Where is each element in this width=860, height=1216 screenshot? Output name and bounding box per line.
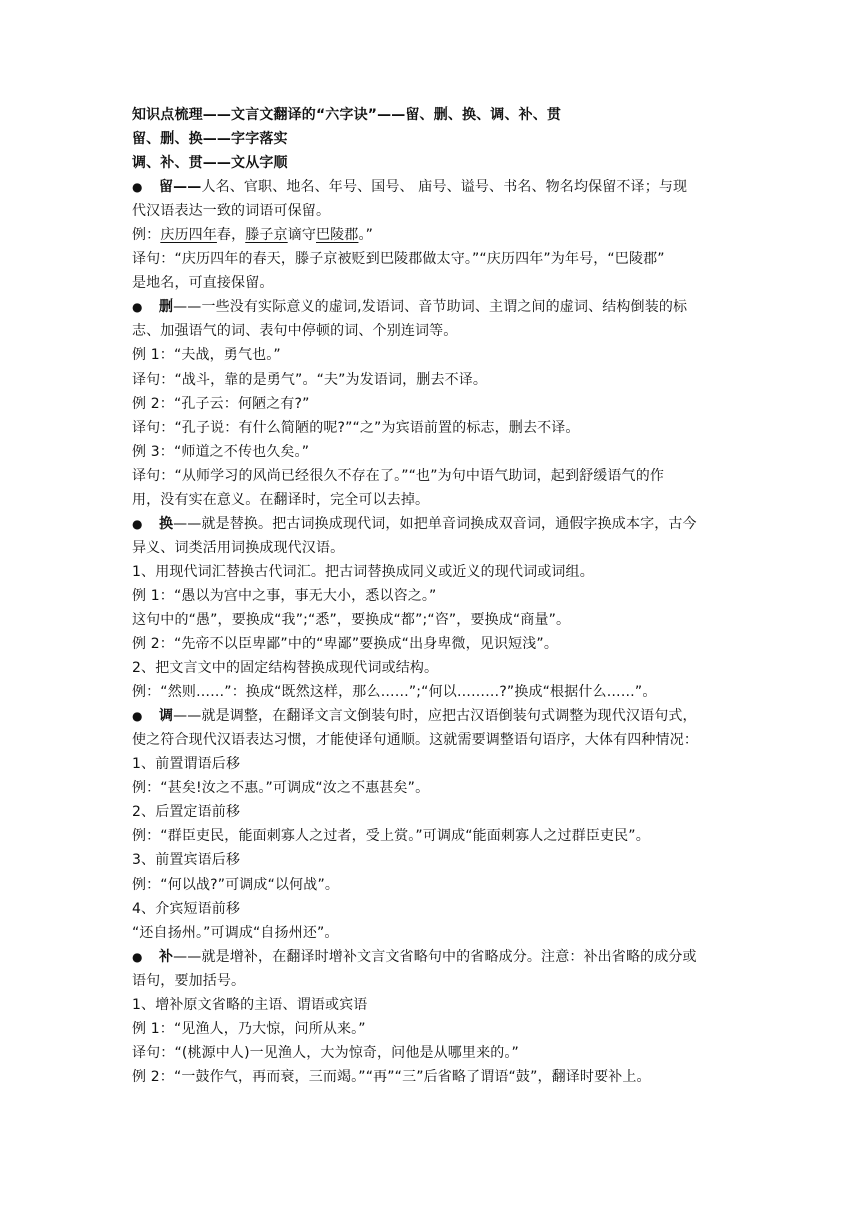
section-huan [132, 512, 738, 536]
section-tiao [132, 704, 738, 728]
liu-desc-1: 人名、官职、地名、年号、国号、 庙号、谥号、书名、物名均保留不译；与现 [201, 179, 688, 196]
huan-ex-1-note: 这句中的“愚”，要换成“我”;“悉”，要换成“都”;“咨”，要换成“商量”。 [132, 611, 571, 628]
tiao-point-2-ex: 例：“群臣吏民，能面刺寡人之过者，受上赏。”可调成“能面刺寡人之过群臣吏民”。 [132, 828, 650, 845]
huan-ex-2: 例 2：“先帝不以臣卑鄙”中的“卑鄙”要换成“出身卑微，见识短浅”。 [132, 636, 558, 653]
huan-desc-1: ——就是替换。把古词换成现代词，如把单音词换成双音词，通假字换成本字，古今 [173, 515, 697, 532]
subtitle-1: 留、删、换——字字落实 [132, 131, 288, 148]
example-text: 谪守 [287, 227, 316, 244]
doc-title: 知识点梳理——文言文翻译的“六字诀”——留、删、换、调、补、贯 [132, 107, 562, 123]
shan-tr-1: 译句：“战斗，靠的是勇气”。“夫”为发语词，删去不译。 [132, 371, 488, 388]
liu-desc-2: 代汉语表达一致的词语可保留。 [132, 203, 331, 220]
term-bu: 补 [159, 948, 174, 965]
underlined-place: 巴陵郡 [316, 227, 359, 244]
liu-trans-2: 是地名，可直接保留。 [132, 275, 274, 292]
tiao-point-3: 3、前置宾语后移 [132, 852, 241, 869]
section-bu [132, 945, 738, 969]
tiao-point-2: 2、后置定语前移 [132, 804, 241, 821]
bu-tr-1: 译句：“(桃源中人)一见渔人，大为惊奇，问他是从哪里来的。” [132, 1044, 519, 1061]
subtitle-2: 调、补、贯——文从字顺 [132, 155, 288, 172]
bullet-icon: ● [132, 516, 143, 531]
shan-ex-1: 例 1：“夫战，勇气也。” [132, 347, 281, 364]
bu-desc-1: ——就是增补，在翻译时增补文言文省略句中的省略成分。注意：补出省略的成分或 [173, 948, 697, 965]
term-tiao: 调 [159, 708, 174, 725]
huan-ex-1: 例 1：“愚以为宫中之事，事无大小，悉以咨之。” [132, 587, 437, 604]
liu-trans-1: 译句：“庆历四年的春天，滕子京被贬到巴陵郡做太守。”“庆历四年”为年号，“巴陵郡” [132, 251, 665, 268]
tiao-desc-2: 使之符合现代汉语表达习惯，才能使译句通顺。这就需要调整语句语序，大体有四种情况： [132, 732, 698, 749]
example-label: 例： [132, 227, 161, 244]
liu-example [132, 223, 738, 247]
shan-desc-2: 志、加强语气的词、表句中停顿的词、个别连词等。 [132, 323, 458, 340]
example-text: 春， [216, 227, 246, 244]
tiao-point-3-ex: 例：“何以战?”可调成“以何战”。 [132, 876, 339, 893]
huan-point-2: 2、把文言文中的固定结构替换成现代词或结构。 [132, 660, 439, 677]
bullet-icon: ● [132, 300, 143, 315]
shan-desc-1: ——一些没有实际意义的虚词,发语词、音节助词、主谓之间的虚词、结构倒装的标 [173, 299, 688, 316]
shan-tr-3b: 用，没有实在意义。在翻译时，完全可以去掉。 [132, 491, 430, 508]
tiao-point-4: 4、介宾短语前移 [132, 900, 241, 917]
tiao-point-1-ex: 例：“甚矣!汝之不惠。”可调成“汝之不惠甚矣”。 [132, 780, 430, 797]
shan-ex-3: 例 3：“师道之不传也久矣。” [132, 443, 310, 460]
tiao-point-1: 1、前置谓语后移 [132, 756, 241, 773]
tiao-point-4-ex: “还自扬州。”可调成“自扬州还”。 [132, 924, 339, 941]
underlined-year: 庆历四年 [160, 227, 217, 244]
shan-ex-2: 例 2：“孔子云：何陋之有?” [132, 395, 310, 412]
tiao-desc-1: ——就是调整，在翻译文言文倒装句时，应把古汉语倒装句式调整为现代汉语句式， [173, 708, 697, 725]
bullet-icon: ● [132, 949, 143, 964]
term-liu: 留—— [159, 179, 202, 196]
huan-ex-3: 例：“然则……”：换成“既然这样，那么……”;“何以………?”换成“根据什么……”。 [132, 684, 657, 701]
huan-point-1: 1、用现代词汇替换古代词汇。把古词替换成同义或近义的现代词或词组。 [132, 563, 594, 580]
shan-tr-3a: 译句：“从师学习的风尚已经很久不存在了。”“也”为句中语气助词，起到舒缓语气的作 [132, 467, 665, 484]
underlined-person: 滕子京 [245, 227, 288, 244]
example-text: 。” [358, 227, 374, 244]
bullet-icon: ● [132, 180, 143, 195]
bullet-icon: ● [132, 709, 143, 724]
term-shan: 删 [159, 299, 174, 316]
document-page [132, 103, 738, 1089]
section-liu [132, 175, 738, 199]
term-huan: 换 [159, 515, 174, 532]
shan-tr-2: 译句：“孔子说：有什么简陋的呢?”“之”为宾语前置的标志，删去不译。 [132, 419, 580, 436]
bu-desc-2: 语句，要加括号。 [132, 972, 246, 989]
bu-ex-1: 例 1：“见渔人，乃大惊，问所从来。” [132, 1020, 366, 1037]
bu-point-1: 1、增补原文省略的主语、谓语或宾语 [132, 996, 368, 1013]
huan-desc-2: 异义、词类活用词换成现代汉语。 [132, 539, 345, 556]
section-shan [132, 295, 738, 319]
bu-ex-2: 例 2：“一鼓作气，再而衰，三而竭。”“再”“三”后省略了谓语“鼓”，翻译时要补上。 [132, 1068, 651, 1085]
